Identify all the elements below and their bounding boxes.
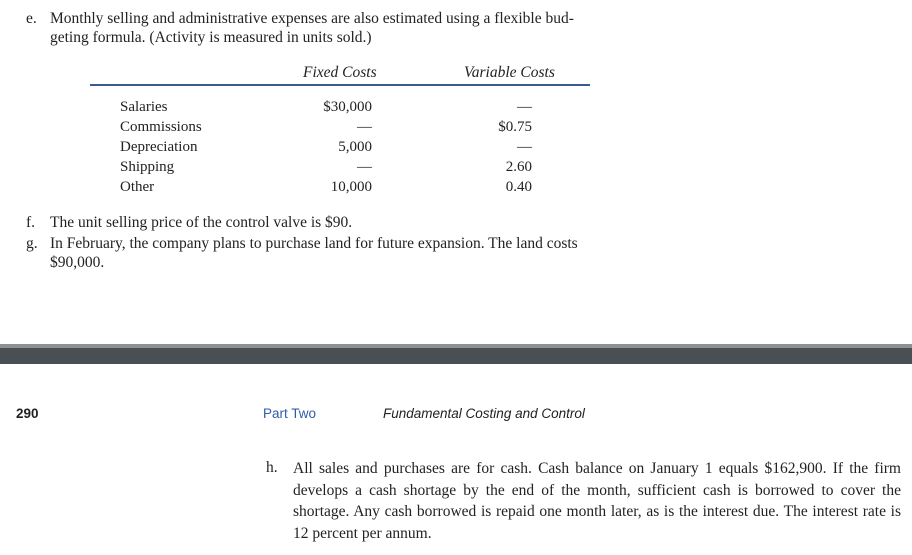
chapter-title: Fundamental Costing and Control (383, 406, 585, 421)
item-e-line1: Monthly selling and administrative expenses are also estimated using a flexible bud- (50, 10, 574, 27)
row-label-commissions: Commissions (120, 119, 202, 135)
item-h-marker: h. (266, 459, 278, 476)
page-number: 290 (16, 406, 39, 421)
item-g-line1: In February, the company plans to purchase land for future expansion. The land costs (50, 235, 578, 252)
row-fixed-shipping: — (357, 159, 372, 175)
row-fixed-other: 10,000 (330, 179, 372, 195)
row-variable-salaries: — (517, 99, 532, 115)
row-variable-shipping: 2.60 (505, 159, 532, 175)
row-variable-commissions: $0.75 (498, 119, 532, 135)
fixed-costs-header: Fixed Costs (303, 64, 377, 81)
item-f-marker: f. (26, 214, 36, 231)
item-g-marker: g. (26, 235, 38, 252)
item-e-line2: geting formula. (Activity is measured in units sold.) (50, 29, 372, 46)
row-label-shipping: Shipping (120, 159, 175, 175)
row-variable-depreciation: — (517, 139, 532, 155)
row-label-depreciation: Depreciation (120, 139, 198, 155)
row-variable-other: 0.40 (505, 179, 532, 195)
part-label: Part Two (263, 406, 317, 421)
row-fixed-commissions: — (357, 119, 372, 135)
item-e-marker: e. (26, 10, 37, 27)
row-label-salaries: Salaries (120, 99, 168, 115)
row-fixed-salaries: $30,000 (323, 99, 372, 115)
row-label-other: Other (120, 179, 155, 195)
row-fixed-depreciation: 5,000 (338, 139, 372, 155)
item-g-line2: $90,000. (50, 254, 105, 271)
page-break-band (0, 348, 912, 364)
item-f-text: The unit selling price of the control valve is $90. (50, 214, 353, 231)
variable-costs-header: Variable Costs (464, 64, 555, 81)
item-h-text: All sales and purchases are for cash. Cash balance on January 1 equals $162,900. If the firm develops a cash shortage by the end of the month, sufficient cash is borrowed to cover the shortage. Any cash borrowed is repaid one month later, as is the interest due. The interest rate is 12 percent per annum. (293, 460, 901, 542)
table-header-rule (90, 84, 590, 86)
